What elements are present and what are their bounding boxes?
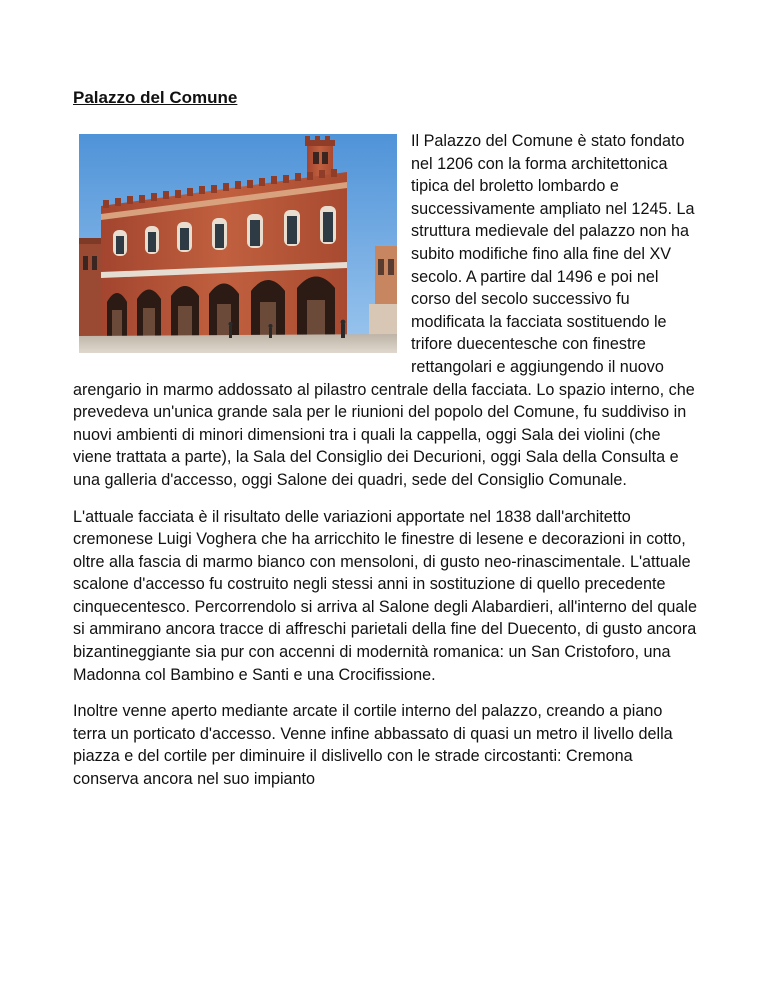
- document-title: Palazzo del Comune: [73, 88, 238, 107]
- document-body: [73, 130, 697, 791]
- paragraph-3: Inoltre venne aperto mediante arcate il cortile interno del palazzo, creando a piano terra un porticato d'accesso. Venne infine abbassato di quasi un metro il livello della piazza e del cortile per diminuire il dislivello con le strade circostanti: Cremona conserva ancora nel suo impianto: [73, 702, 673, 789]
- palazzo-photo: [79, 134, 397, 353]
- paragraph-2: L'attuale facciata è il risultato delle variazioni apportate nel 1838 dall'architetto cremonese Luigi Voghera che ha arricchito le finestre di lesene e decorazioni in cotto, oltre alla fascia di marmo bianco con mensoloni, di gusto neo-rinascimentale. L'attuale scalone d'accesso fu costruito negli stessi anni in sostituzione di quello precedente cinquecentesco. Percorrendolo si arriva al Salone degli Alabardieri, all'interno del quale si ammirano ancora tracce di affreschi parietali della fine del Duecento, di gusto ancora bizantineggiante sia pur con accenni di modernità romanica: un San Cristoforo, una Madonna col Bambino e Santi e una Crocifissione.: [73, 507, 697, 684]
- document-page: [73, 86, 697, 805]
- paragraph-1: Il Palazzo del Comune è stato fondato nel 1206 con la forma architettonica tipica del broletto lombardo e successivamente ampliato nel 1245. La struttura medievale del palazzo non ha subito modifiche fino alla fine del XV secolo. A partire dal 1496 e poi nel corso del secolo successivo fu modificata la facciata sostituendo le trifore duecentesche con finestre rettangolari e aggiungendo il nuovo arengario in marmo addossato al pilastro centrale della facciata. Lo spazio interno, che prevedeva un'unica grande sala per le riunioni del popolo del Comune, fu suddiviso in nuovi ambienti di minori dimensioni tra i quali la cappella, oggi Sala dei violini (che viene trattata a parte), la Sala del Consiglio dei Decurioni, oggi Sala della Consulta e una galleria d'accesso, oggi Salone dei quadri, sede del Consiglio Comunale.: [73, 132, 695, 489]
